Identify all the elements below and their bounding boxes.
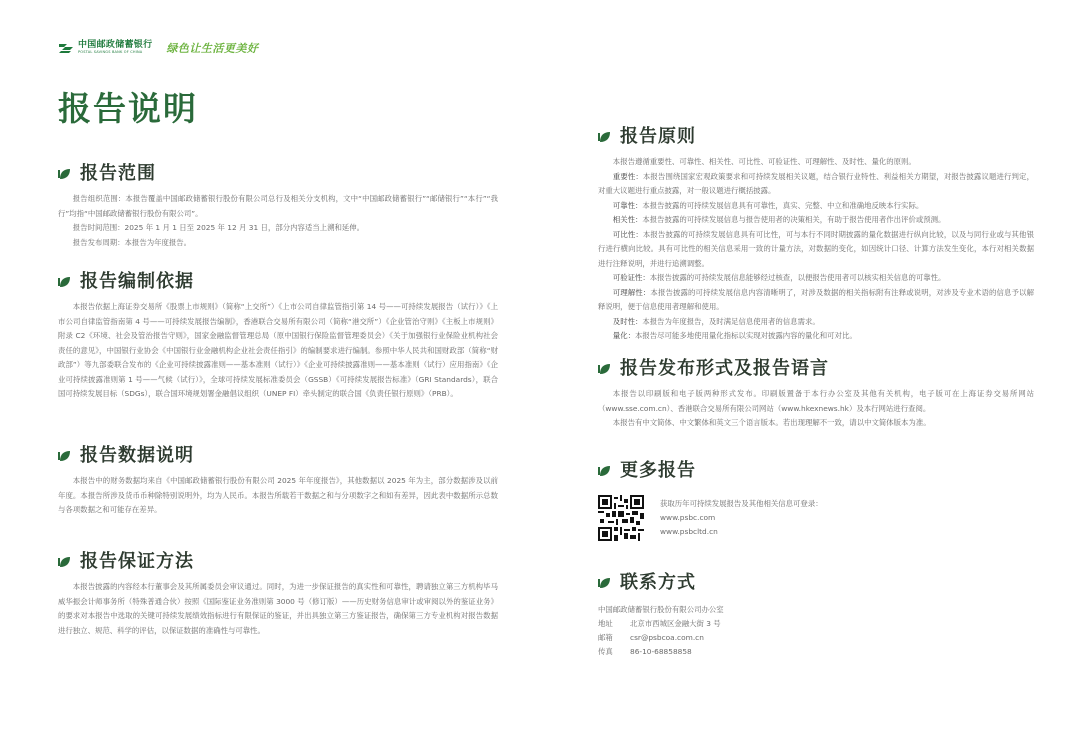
paragraph: 本报告中的财务数据均来自《中国邮政储蓄银行股份有限公司 2025 年年度报告》，其他数据以 2025 年为主，部分数据涉及以前年度。本报告所涉及货币币种除特别说明外，均为人民币。本报告所载若干数据之和与分项数字之和如有差异，因此表中数据所示总数与各项数据之和可能存在差异。 [58, 476, 498, 514]
paragraph: 报告时间范围：2025 年 1 月 1 日至 2025 年 12 月 31 日，部分内容适当上溯和延伸。 [72, 223, 365, 232]
principle-item: 相关性：本报告披露的可持续发展信息与报告使用者的决策相关，有助于报告使用者作出评价或预测。 [612, 215, 946, 224]
section-more-reports [598, 457, 1034, 541]
section-title: 报告发布形式及报告语言 [620, 358, 829, 379]
section-title: 报告范围 [80, 163, 156, 184]
section-title: 报告数据说明 [80, 445, 194, 466]
principle-item: 量化：本报告尽可能多地使用量化指标以实现对披露内容的量化和可对比。 [612, 331, 857, 340]
website-link-psbcltd[interactable]: www.psbcltd.cn [660, 527, 718, 536]
leaf-icon [58, 275, 72, 289]
website-link-psbc[interactable]: www.psbc.com [660, 513, 716, 522]
contact-org: 中国邮政储蓄银行股份有限公司办公室 [598, 605, 724, 614]
bank-logo [58, 41, 152, 55]
section-body [58, 474, 498, 518]
paragraph: 本报告以印刷版和电子版两种形式发布。印刷版置备于本行办公室及其他有关机构，电子版可在上海证券交易所网站（www.sse.com.cn）、香港联合交易所有限公司网站（www.hkexnews.hk）及本行网站进行查阅。 [598, 389, 1034, 413]
section-title: 联系方式 [620, 572, 696, 593]
section-title: 报告编制依据 [80, 271, 194, 292]
section-contact [598, 569, 1034, 659]
leaf-icon [598, 464, 612, 478]
section-body [58, 580, 498, 638]
section-basis [58, 268, 498, 402]
contact-row-email: 邮箱 csr@psbcoa.com.cn [598, 631, 1034, 645]
principle-item: 可靠性：本报告披露的可持续发展信息具有可靠性，真实、完整、中立和准确地反映本行实际。 [612, 200, 924, 210]
leaf-icon [598, 130, 612, 144]
paragraph: 本报告依据上海证券交易所《股票上市规则》（简称“上交所”）《上市公司自律监管指引第 14 号——可持续发展报告（试行）》《上市公司自律监管指南第 4 号——可持续发展报告编制》，香港联合交易所有限公司（简称“港交所”）《企业管治守则》《主板上市规则》附录 C2《环境、社会及管治报告守则》，国家金融监督管理总局（原中国银行保险监督管理委员会）《关于加强银行业保险业机构社会责任的意见》，中国银行业协会《中国银行业金融机构企业社会责任指引》的编制要求进行编制。参照中华人民共和国财政部（简称“财政部”）等九部委联合发布的《企业可持续披露准则——基本准则（试行）》《企业可持续披露准则——基本准则（试行）应用指南》《企业可持续披露准则第 1 号——气候（试行）》，全球可持续发展标准委员会（GSSB）《可持续发展报告标准》（GRI Standards），联合国可持续发展目标（SDGs），联合国环境规划署金融倡议组织（UNEP FI）牵头制定的联合国《负责任银行原则》（PRB）。 [58, 302, 498, 398]
page-title: 报告说明 [58, 89, 198, 128]
paragraph: 本报告披露的内容经本行董事会及其所属委员会审议通过。同时，为进一步保证报告的真实性和可靠性，聘请独立第三方机构毕马威华振会计师事务所（特殊普通合伙）按照《国际鉴证业务准则第 3000 号（修订版）——历史财务信息审计或审阅以外的鉴证业务》的要求对本报告中选取的关键可持续发展绩效指标进行有限保证的鉴证，并出具独立第三方鉴证报告，确保第三方专业机构对报告数据进行独立、规范、科学的评估，以保证数据的准确性与可靠性。 [58, 582, 498, 635]
email-link[interactable]: csr@psbcoa.com.cn [630, 633, 704, 642]
contact-row-address: 地址 北京市西城区金融大街 3 号 [598, 619, 721, 628]
logo-cn-text: 中国邮政储蓄银行 [78, 40, 153, 51]
contact-info [598, 603, 1034, 659]
section-body [58, 192, 498, 250]
leaf-icon [58, 167, 72, 181]
section-title: 更多报告 [620, 460, 696, 481]
header [58, 38, 258, 58]
psbc-logo-icon [58, 41, 74, 55]
section-body [58, 300, 498, 402]
paragraph: 本报告遵循重要性、可靠性、相关性、可比性、可验证性、可理解性、及时性、量化的原则。 [612, 157, 916, 166]
more-reports-text [660, 495, 823, 539]
principle-item: 可比性：本报告披露的可持续发展信息具有可比性，可与本行不同时期披露的量化数据进行纵向比较，以及与同行业或与其他银行进行横向比较。具有可比性的相关信息采用一致的计量方法，对数据的变化，如因统计口径、计算方法发生变化，本行对相关数据进行注释说明，并进行追溯调整。 [598, 229, 1034, 268]
leaf-icon [598, 362, 612, 376]
section-body [598, 155, 1034, 344]
principle-item: 可理解性：本报告披露的可持续发展信息内容清晰明了，对涉及数据的相关指标附有注释或说明，对涉及专业术语的信息予以解释说明，便于信息使用者理解和使用。 [598, 287, 1034, 311]
contact-row-fax: 传真 86-10-68858858 [598, 647, 692, 656]
section-scope [58, 160, 498, 250]
section-title: 报告原则 [620, 126, 696, 147]
leaf-icon [58, 449, 72, 463]
leaf-icon [598, 576, 612, 590]
more-reports-caption: 获取历年可持续发展报告及其他相关信息可登录： [660, 499, 823, 508]
slogan: 绿色让生活更美好 [166, 42, 259, 55]
section-title: 报告保证方法 [80, 551, 194, 572]
section-body [598, 387, 1034, 431]
paragraph: 本报告有中文简体、中文繁体和英文三个语言版本。若出现理解不一致，请以中文简体版本为准。 [612, 418, 931, 427]
paragraph: 报告发布周期：本报告为年度报告。 [72, 237, 192, 247]
principle-item: 及时性：本报告为年度报告，及时满足信息使用者的信息需求。 [612, 316, 820, 326]
leaf-icon [58, 555, 72, 569]
principle-item: 可验证性：本报告披露的可持续发展信息能够经过核查，以便报告使用者可以核实相关信息的可靠性。 [612, 273, 946, 282]
section-publication [598, 355, 1034, 431]
qr-code-icon[interactable] [598, 495, 644, 541]
section-assurance [58, 548, 498, 638]
principle-item: 重要性：本报告围绕国家宏观政策要求和可持续发展相关议题，结合银行业特性、利益相关方期望，对报告披露议题进行判定，对重大议题进行重点披露，对一般议题进行概括披露。 [598, 171, 1034, 195]
logo-en-text: POSTAL SAVINGS BANK OF CHINA [78, 50, 143, 55]
paragraph: 报告组织范围：本报告覆盖中国邮政储蓄银行股份有限公司总行及相关分支机构，文中“中国邮政储蓄银行”“邮储银行”“本行”“我行”均指“中国邮政储蓄银行股份有限公司”。 [58, 194, 498, 218]
section-principles [598, 123, 1034, 344]
section-data [58, 442, 498, 518]
